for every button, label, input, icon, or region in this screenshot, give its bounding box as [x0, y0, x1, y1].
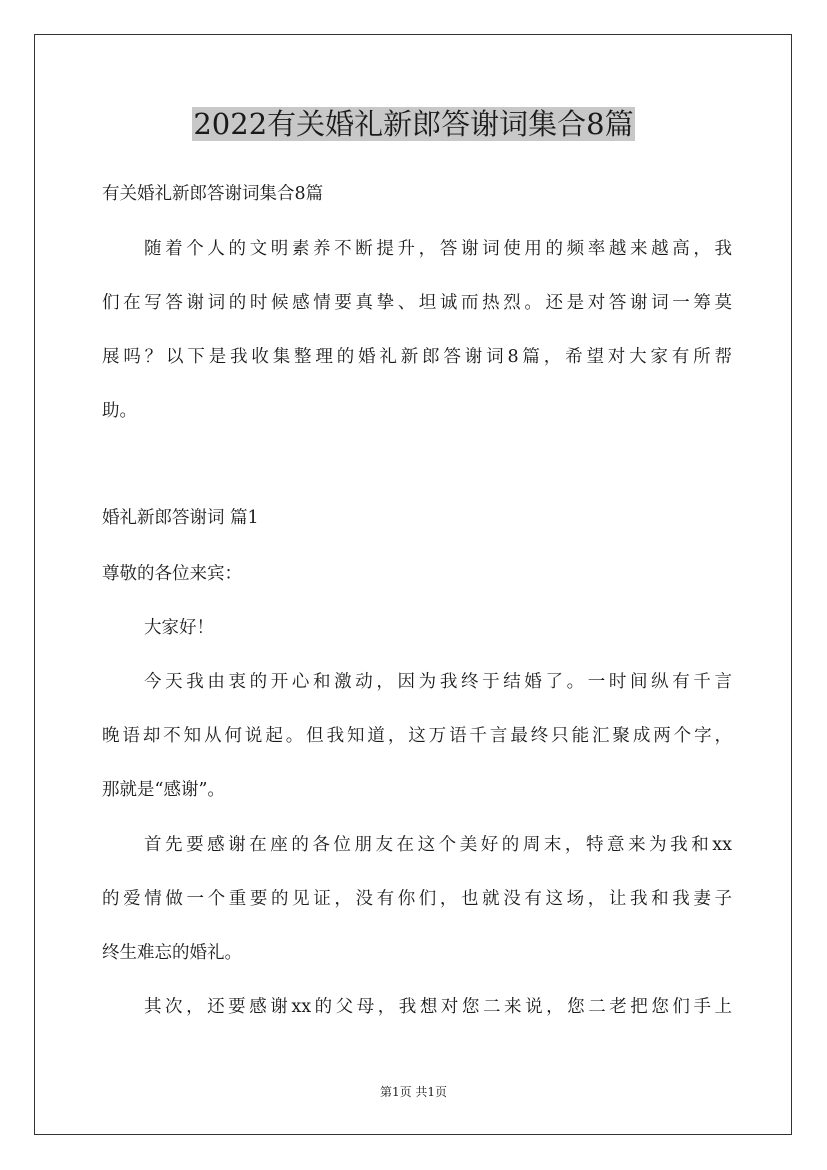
- greeting: 大家好！: [144, 618, 214, 638]
- paragraph-2-line-2: 的爱情做一个重要的见证，没有你们，也就没有这场，让我和我妻子: [102, 889, 732, 909]
- intro-line-1: 随着个人的文明素养不断提升，答谢词使用的频率越来越高，我: [144, 239, 732, 259]
- paragraph-3-line-1: 其次，还要感谢xx的父母，我想对您二来说，您二老把您们手上: [144, 997, 732, 1017]
- paragraph-1-line-1: 今天我由衷的开心和激动，因为我终于结婚了。一时间纵有千言: [144, 672, 732, 692]
- document-title-text: 2022有关婚礼新郎答谢词集合8篇: [193, 107, 634, 141]
- document-subtitle: 有关婚礼新郎答谢词集合8篇: [102, 184, 324, 204]
- section-heading: 婚礼新郎答谢词 篇1: [102, 508, 259, 528]
- intro-line-2: 们在写答谢词的时候感情要真挚、坦诚而热烈。还是对答谢词一筹莫: [102, 293, 732, 313]
- intro-line-3: 展吗？以下是我收集整理的婚礼新郎答谢词8篇，希望对大家有所帮: [102, 347, 732, 367]
- paragraph-2-line-3: 终生难忘的婚礼。: [102, 943, 242, 963]
- page-footer: 第1页 共1页: [379, 1085, 448, 1099]
- intro-line-4: 助。: [102, 401, 137, 421]
- paragraph-1-line-3: 那就是“感谢”。: [102, 780, 225, 800]
- salutation: 尊敬的各位来宾：: [102, 564, 242, 584]
- paragraph-2-line-1: 首先要感谢在座的各位朋友在这个美好的周末，特意来为我和xx: [144, 835, 732, 855]
- document-title: [0, 98, 827, 150]
- paragraph-1-line-2: 晚语却不知从何说起。但我知道，这万语千言最终只能汇聚成两个字，: [102, 726, 732, 746]
